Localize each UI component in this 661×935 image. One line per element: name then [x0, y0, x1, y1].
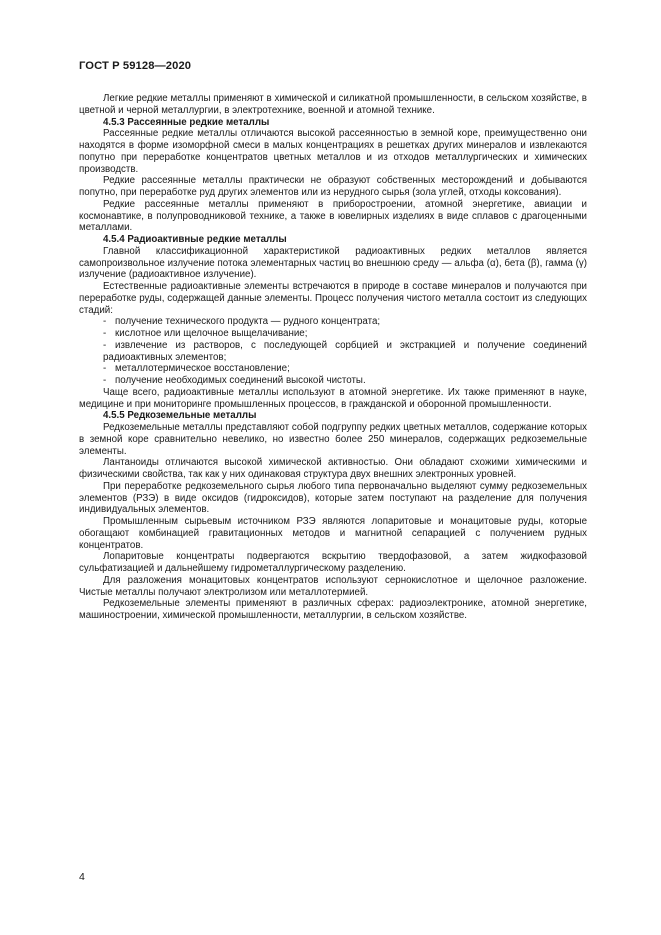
- paragraph: Лантаноиды отличаются высокой химической активностью. Они обладают схожими химическими и физическими свойства, так как у них одинаковая структура двух внешних электронных уровней.: [79, 457, 587, 480]
- document-body: [79, 93, 587, 622]
- paragraph: Промышленным сырьевым источником РЗЭ являются лопаритовые и монацитовые руды, которые обогащают комбинацией гравитационных методов и магнитной сепарацией с получением рудных концентратов.: [79, 516, 587, 551]
- paragraph: Редкоземельные элементы применяют в различных сферах: радиоэлектронике, атомной энергетике, машиностроении, химической промышленности, металлургии, в сельском хозяйстве.: [79, 598, 587, 621]
- list-item: [79, 375, 587, 387]
- section-heading: 4.5.5 Редкоземельные металлы: [103, 410, 257, 422]
- section-heading: 4.5.3 Рассеянные редкие металлы: [103, 116, 270, 128]
- list-item-text: получение необходимых соединений высокой чистоты.: [115, 375, 366, 386]
- paragraph: Редкие рассеянные металлы применяют в приборостроении, атомной энергетике, авиации и космонавтике, в полупроводниковой технике, а также в ювелирных изделиях в виде сплавов с драгоценными металлами.: [79, 198, 587, 234]
- document-header: ГОСТ Р 59128—2020: [79, 60, 192, 72]
- paragraph: Редкие рассеянные металлы практически не образуют собственных месторождений и добываются попутно, при переработке руд других элементов или из нерудного сырья (зола углей, отходы коксования).: [79, 175, 587, 198]
- page-number: 4: [79, 871, 85, 883]
- list-dash-icon: -: [103, 375, 107, 386]
- paragraph: Естественные радиоактивные элементы встречаются в природе в составе минералов и получаются при переработке руды, содержащей данные элементы. Процесс получения чистого металла состоит из следующих стадий:: [79, 281, 587, 316]
- list-item-text: извлечение из растворов, с последующей сорбцией и экстракцией и получение соединений радиоактивных элементов;: [103, 339, 587, 363]
- paragraph: Редкоземельные металлы представляют собой подгруппу редких цветных металлов, содержание которых в земной коре сравнительно невелико, но известно более 250 минералов, содержащих редкоземельные элементы.: [79, 422, 587, 457]
- paragraph: При переработке редкоземельного сырья любого типа первоначально выделяют сумму редкоземельных элементов (РЗЭ) в виде оксидов (гидроксидов), которые затем поступают на разделение для получения индивидуальных элементов.: [79, 480, 587, 516]
- list-dash-icon: -: [103, 363, 107, 375]
- list-item: [79, 340, 587, 364]
- paragraph: Рассеянные редкие металлы отличаются высокой рассеянностью в земной коре, преимущественно они находятся в форме изоморфной смеси в малых концентрациях в решетках других минералов и извлекаются попутно при переработке концентратов цветных металлов и из отходов металлургических и химических производств.: [79, 128, 587, 175]
- paragraph: Легкие редкие металлы применяют в химической и силикатной промышленности, в сельском хозяйстве, в цветной и черной металлургии, в электротехнике, военной и атомной технике.: [79, 93, 587, 116]
- list-item-text: кислотное или щелочное выщелачивание;: [115, 328, 308, 339]
- paragraph: Чаще всего, радиоактивные металлы используют в атомной энергетике. Их также применяют в науке, медицине и при мониторинге промышленных процессов, в гражданской и оборонной промышленности.: [79, 386, 587, 410]
- paragraph: Для разложения монацитовых концентратов используют сернокислотное и щелочное разложение. Чистые металлы получают электролизом или металлотермией.: [79, 574, 587, 598]
- list-item-text: металлотермическое восстановление;: [115, 363, 290, 375]
- paragraph: Главной классификационной характеристикой радиоактивных редких металлов является самопроизвольное излучение потока элементарных частиц во внешнюю среду — альфа (α), бета (β), гамма (γ) излучение (радиоактивное излучение).: [79, 245, 587, 281]
- list-dash-icon: -: [103, 316, 107, 328]
- list-item-text: получение технического продукта — рудного концентрата;: [115, 316, 381, 328]
- list-item: [79, 328, 587, 340]
- list-item: [79, 316, 587, 328]
- list-dash-icon: -: [103, 328, 107, 339]
- list-item: [79, 363, 587, 375]
- section-heading: 4.5.4 Радиоактивные редкие металлы: [103, 234, 287, 245]
- paragraph: Лопаритовые концентраты подвергаются вскрытию твердофазовой, а затем жидкофазовой сульфатизацией и дальнейшему гидрометаллургическому разделению.: [79, 551, 587, 574]
- list-dash-icon: -: [103, 339, 107, 351]
